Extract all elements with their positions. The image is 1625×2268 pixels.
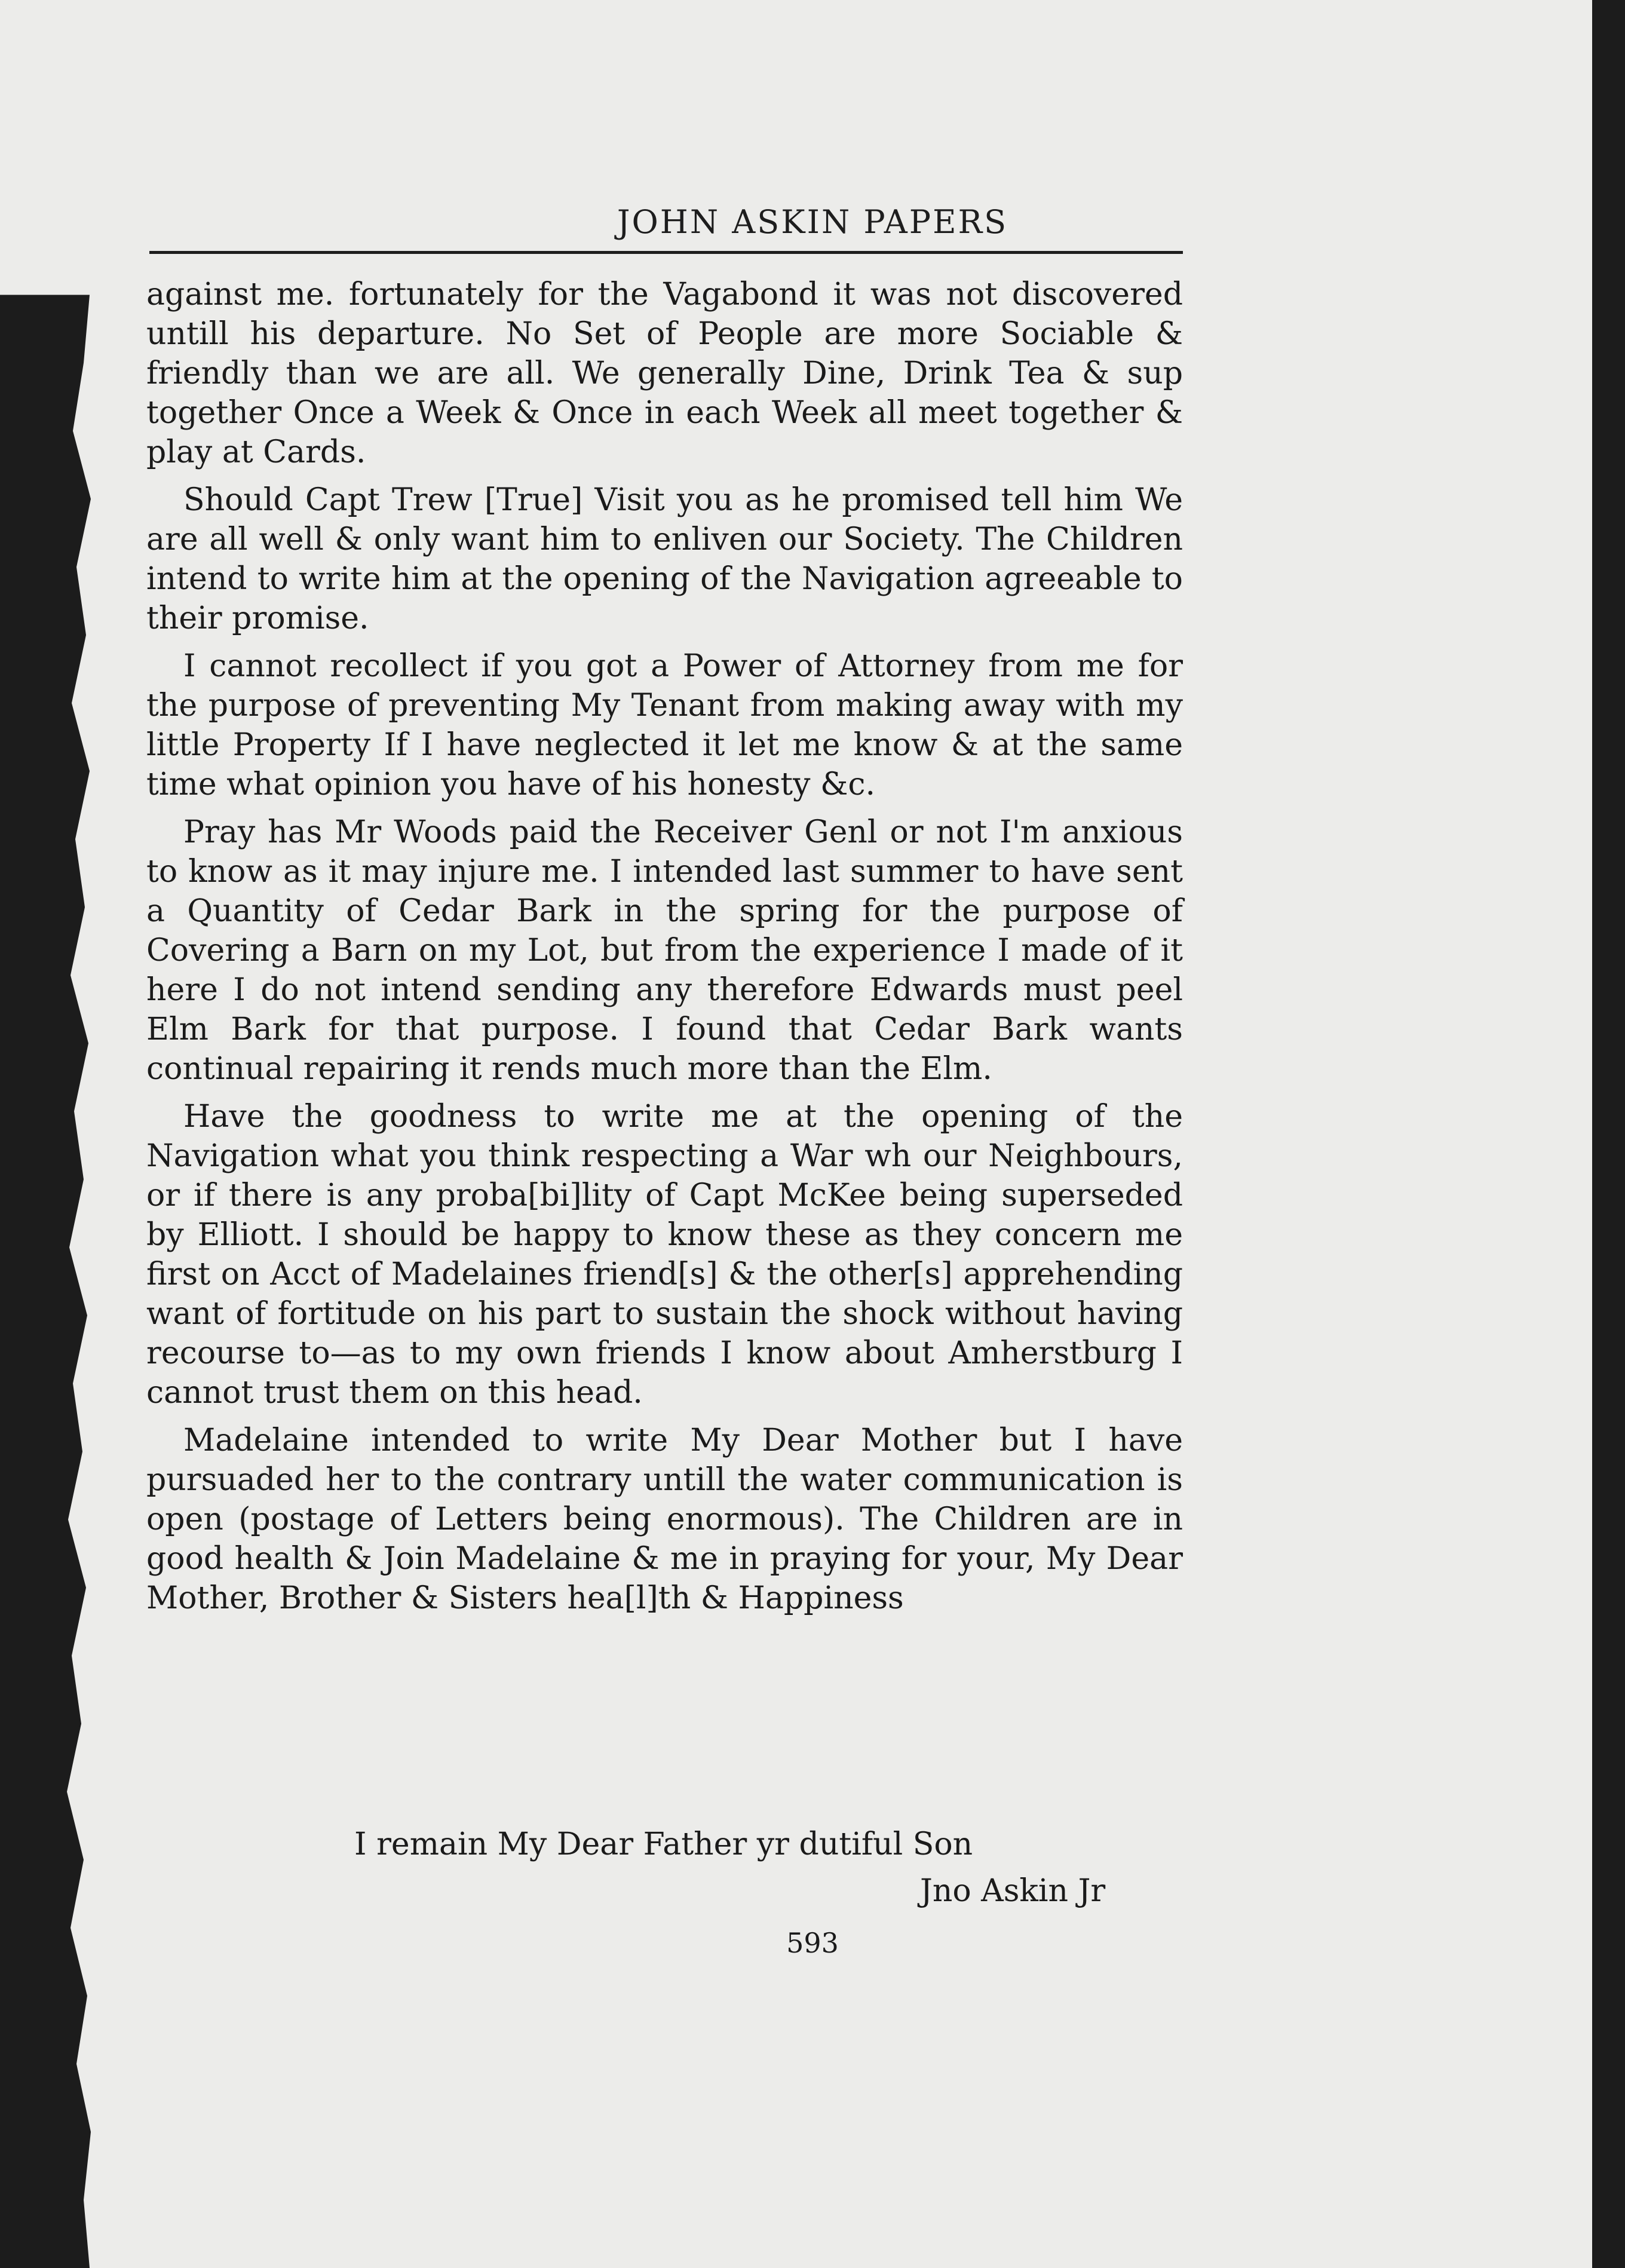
- paragraph-4: Pray has Mr Woods paid the Receiver Genl or not I'm anxious to know as it may injure me. I intended last summer to have sent a Quantity of Cedar Bark in the spring for the purpose of Covering a Barn on my Lot, but from the experience I made of it here I do not intend sending any therefore Edwards must peel Elm Bark for that purpose. I found that Cedar Bark wants continual repairing it rends much more than the Elm.: [146, 814, 1183, 1087]
- header-rule: [149, 251, 1183, 254]
- running-header: JOHN ASKIN PAPERS: [617, 203, 1008, 241]
- paragraph-3: I cannot recollect if you got a Power of Attorney from me for the purpose of preventing My Tenant from making away with my little Property If I have neglected it let me know & at the same time what opinion you have of his honesty &c.: [146, 648, 1183, 802]
- paragraph-5: Have the goodness to write me at the opening of the Navigation what you think respecting a War wh our Neighbours, or if there is any proba[bi]lity of Capt McKee being superseded by Elliott. I should be happy to know these as they concern me first on Acct of Madelaines friend[s] & the other[s] apprehending want of fortitude on his part to sustain the shock without having recourse to—as to my own friends I know about Amherstburg I cannot trust them on this head.: [146, 1099, 1183, 1411]
- signature: Jno Askin Jr: [920, 1873, 1106, 1909]
- page-number: 593: [786, 1927, 839, 1959]
- letter-body: [146, 275, 1183, 1626]
- paragraph-1: against me. fortunately for the Vagabond it was not discovered untill his departure. No Set of People are more Sociable & friendly than we are all. We generally Dine, Drink Tea & sup together Once a Week & Once in each Week all meet together & play at Cards.: [146, 277, 1183, 470]
- paragraph-6: Madelaine intended to write My Dear Mother but I have pursuaded her to the contrary untill the water communication is open (postage of Letters being enormous). The Children are in good health & Join Madelaine & me in praying for your, My Dear Mother, Brother & Sisters hea[l]th & Happiness: [146, 1423, 1183, 1616]
- closing-line: I remain My Dear Father yr dutiful Son: [354, 1826, 973, 1862]
- paragraph-2: Should Capt Trew [True] Visit you as he promised tell him We are all well & only want him to enliven our Society. The Children intend to write him at the opening of the Navigation agreeable to their promise.: [146, 482, 1183, 636]
